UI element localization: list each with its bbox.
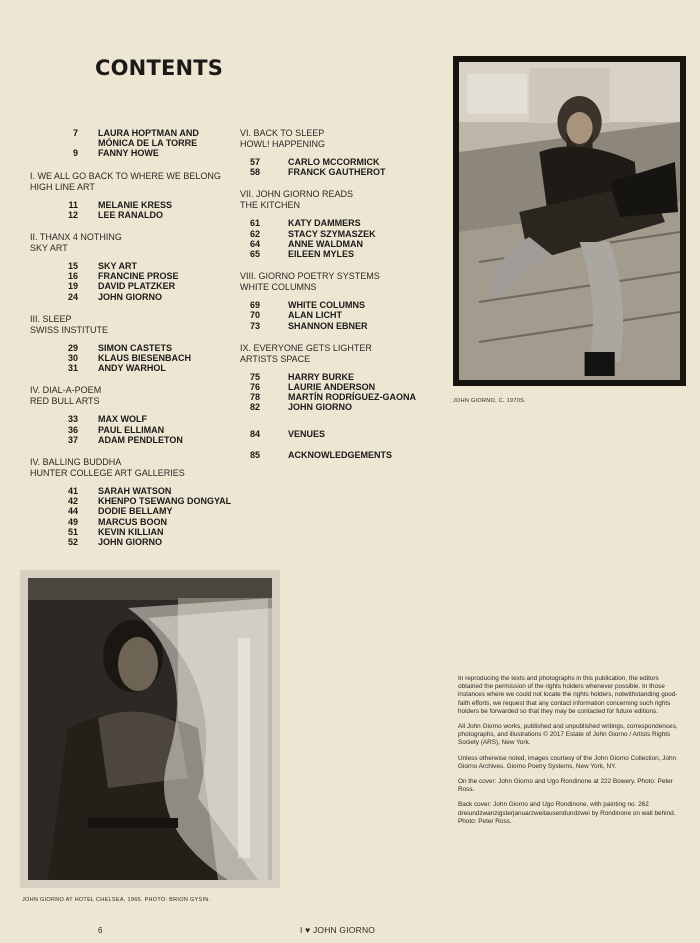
rights-notice (458, 675, 680, 833)
photo-image (28, 578, 272, 880)
toc-row: 30 KLAUS BIESENBACH (67, 353, 192, 364)
toc-row: 82 JOHN GIORNO (249, 402, 353, 413)
section-venue: SWISS INSTITUTE (30, 324, 109, 335)
section-venue: HOWL! HAPPENING (240, 139, 326, 149)
section-heading: VIII. GIORNO POETRY SYSTEMS WHITE COLUMNS (240, 271, 450, 293)
section-venue: THE KITCHEN (240, 200, 301, 211)
photo-giorno-1970s (453, 56, 686, 386)
toc-row: 69 WHITE COLUMNS (249, 300, 365, 311)
toc-section (30, 385, 235, 445)
section-venue: HIGH LINE ART (30, 181, 95, 192)
toc-row: 61 KATY DAMMERS (249, 218, 361, 229)
toc-section (240, 343, 450, 413)
toc-row: 42 KHENPO TSEWANG DONGYAL (67, 496, 232, 507)
toc-row: 37 ADAM PENDLETON (67, 434, 183, 445)
toc-row: 24 JOHN GIORNO (67, 291, 163, 302)
toc-row: 36 PAUL ELLIMAN (67, 424, 165, 435)
section-venue: HUNTER COLLEGE ART GALLERIES (30, 468, 185, 479)
toc-row: 15 SKY ART (67, 261, 138, 272)
toc-column-left (30, 128, 235, 559)
toc-row: 44 DODIE BELLAMY (67, 506, 173, 517)
toc-row: 49 MARCUS BOON (67, 516, 167, 527)
toc-row: 11 MELANIE KRESS (68, 199, 173, 210)
photo-giorno-hotel-chelsea (20, 570, 280, 888)
toc-section (30, 171, 235, 220)
legal-paragraph: In reproducing the texts and photographs in this publication, the editors obtained the permission of the rights holders whenever possible. In those instances where we could not locate the rights holders, notwithstanding good-faith efforts, we request that any contact information concerning such rights holders be forwarded so that they may be contacted for future editions. (458, 675, 678, 715)
section-heading: IV. DIAL-A-POEM RED BULL ARTS (30, 385, 235, 407)
section-heading: IV. BALLING BUDDHA HUNTER COLLEGE ART GALLERIES (30, 457, 235, 479)
toc-row: 76 LAURIE ANDERSON (249, 382, 376, 393)
toc-row: 19 DAVID PLATZKER (67, 281, 176, 292)
legal-paragraph: Back cover: John Giorno and Ugo Rondinone, with painting no. 262 dreiundzwanzigsterjanuarzweitausendundzwei by Rondinone on wall behind. Photo: Peter Ross. (458, 801, 676, 825)
toc-row: 12 LEE RANALDO (67, 209, 163, 220)
page-title: CONTENTS (95, 56, 224, 80)
heart-icon: ♥ (305, 925, 311, 935)
section-venue: ARTISTS SPACE (240, 353, 311, 364)
section-heading: IX. EVERYONE GETS LIGHTER ARTISTS SPACE (240, 343, 450, 365)
legal-paragraph: Unless otherwise noted, images courtesy of the John Giorno Collection, John Giorno Archives. Giorno Poetry Systems, New York, NY. (458, 754, 677, 770)
toc-row: 73 SHANNON EBNER (249, 320, 368, 331)
toc-intro (30, 128, 235, 159)
toc-row: 65 EILEEN MYLES (249, 249, 355, 260)
toc-row: 78 MARTÍN RODRÍGUEZ-GAONA (249, 392, 416, 403)
toc-entry-name: LAURA HOPTMAN AND MÓNICA DE LA TORRE (98, 128, 199, 149)
toc-row: 75 HARRY BURKE (249, 371, 355, 382)
toc-row: 70 ALAN LICHT (249, 310, 342, 321)
section-heading: VII. JOHN GIORNO READS THE KITCHEN (240, 189, 450, 211)
section-venue: SKY ART (30, 243, 68, 254)
toc-row (30, 148, 235, 158)
section-heading: II. THANX 4 NOTHING SKY ART (30, 232, 235, 254)
photo-image (459, 62, 680, 380)
page-number: 6 (98, 926, 103, 935)
toc-row: 64 ANNE WALDMAN (249, 238, 363, 249)
toc-entry-name: FANNY HOWE (98, 148, 159, 159)
toc-page-number: 7 (72, 128, 78, 138)
toc-row: 85 ACKNOWLEDGEMENTS (249, 449, 392, 460)
toc-section (30, 457, 235, 547)
toc-row: 29 SIMON CASTETS (67, 342, 173, 353)
photo-caption: JOHN GIORNO AT HOTEL CHELSEA, 1965. PHOTO: BRION GYSIN. (22, 897, 211, 903)
toc-section (30, 314, 235, 374)
toc-section (240, 271, 450, 331)
section-venue: RED BULL ARTS (30, 396, 100, 407)
section-heading: VI. BACK TO SLEEP HOWL! HAPPENING (240, 128, 450, 150)
section-heading: III. SLEEP SWISS INSTITUTE (30, 314, 235, 336)
toc-row: 84 VENUES (249, 428, 326, 439)
toc-row: 51 KEVIN KILLIAN (67, 526, 164, 537)
toc-section (240, 189, 450, 259)
toc-tail (240, 429, 450, 460)
running-footer: I ♥ JOHN GIORNO (300, 925, 376, 935)
toc-column-right (240, 128, 450, 472)
section-venue: WHITE COLUMNS (240, 282, 317, 293)
section-heading: I. WE ALL GO BACK TO WHERE WE BELONG HIGH LINE ART (30, 171, 235, 193)
toc-row: 41 SARAH WATSON (67, 486, 172, 497)
toc-section (240, 128, 450, 177)
legal-paragraph: On the cover: John Giorno and Ugo Rondinone at 222 Bowery. Photo: Peter Ross. (458, 778, 673, 794)
legal-paragraph: All John Giorno works, published and unpublished writings, correspondences, photographs, and illustrations © 2017 Estate of John Giorno / Artists Rights Society (ARS), New York. (458, 723, 678, 747)
toc-page-number: 9 (72, 148, 78, 159)
photo-caption: JOHN GIORNO, C. 1970S. (453, 398, 526, 404)
toc-row (30, 128, 235, 148)
toc-row: 33 MAX WOLF (67, 414, 147, 425)
toc-row: 16 FRANCINE PROSE (67, 271, 179, 282)
toc-row: 52 JOHN GIORNO (67, 537, 163, 548)
toc-row: 31 ANDY WARHOL (67, 363, 166, 374)
toc-row: 58 FRANCK GAUTHEROT (249, 167, 386, 178)
toc-row: 57 CARLO MCCORMICK (249, 157, 380, 167)
toc-section (30, 232, 235, 302)
toc-row: 62 STACY SZYMASZEK (249, 228, 376, 239)
